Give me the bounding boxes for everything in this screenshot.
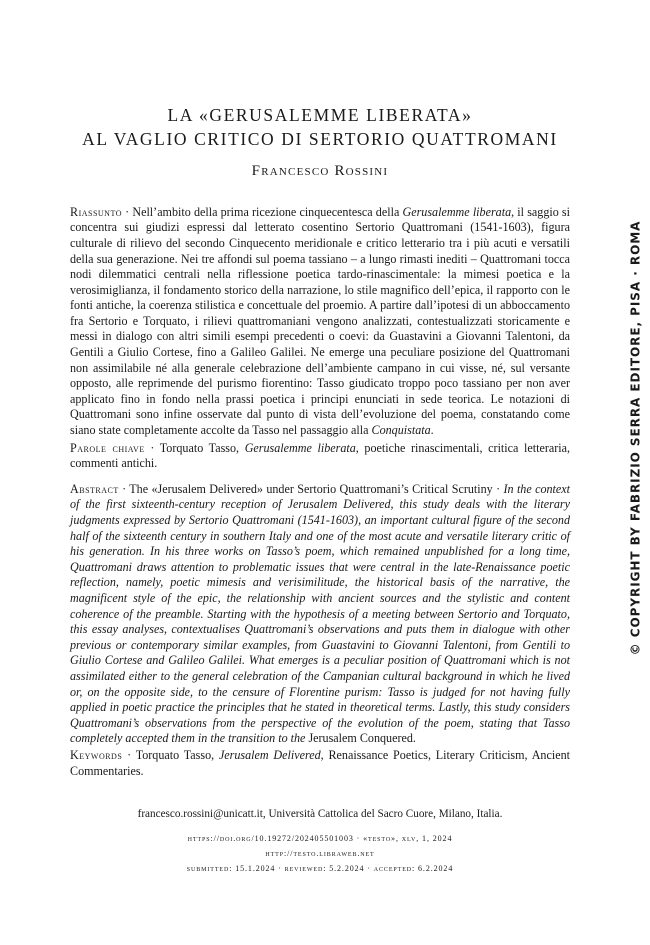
keywords-en-label: Keywords	[70, 747, 123, 762]
author-affiliation: francesco.rossini@unicatt.it, Università Cattolica del Sacro Cuore, Milano, Italia.	[137, 808, 503, 821]
abstract-en-label: Abstract	[70, 481, 119, 496]
submission-dates: submitted: 15.1.2024 · reviewed: 5.2.2024 · accepted: 6.2.2024	[186, 864, 454, 874]
abstract-en-title-separator: ·	[492, 481, 504, 496]
keywords-en-text-2: , Renaissance Poetics, Literary Criticism, Ancient Commentaries.	[70, 747, 570, 778]
keywords-en-italic-1: Jerusalem Delivered	[218, 747, 321, 762]
title-line-2: AL VAGLIO CRITICO DI SERTORIO QUATTROMANI	[82, 129, 558, 149]
abstract-en-separator: ·	[118, 481, 130, 496]
abstract-it-text-3: .	[430, 423, 434, 438]
copyright-notice: © COPYRIGHT BY FABRIZIO SERRA EDITORE, PISA · ROMA	[628, 220, 643, 655]
abstract-it-separator: ·	[121, 204, 133, 219]
copyright-sidebar	[620, 210, 650, 665]
abstract-en-title: The «Jerusalem Delivered» under Sertorio Quattromani’s Critical Scrutiny	[129, 481, 493, 496]
abstract-it-italic-1: Gerusalemme liberata	[402, 204, 512, 219]
abstract-italian	[70, 205, 570, 439]
keywords-en-separator: ·	[122, 747, 136, 762]
journal-website: http://testo.libraweb.net	[265, 849, 375, 859]
abstract-english	[70, 482, 570, 747]
keywords-it-separator: ·	[144, 440, 160, 455]
abstract-it-text-1: Nell’ambito della prima ricezione cinquecentesca della	[132, 204, 403, 219]
doi-line: https://doi.org/10.19272/202405501003 · «testo», xlv, 1, 2024	[187, 834, 453, 844]
keywords-it-italic-1: Gerusalemme liberata	[244, 440, 356, 455]
keywords-italian	[70, 441, 570, 472]
keywords-en-text-1: Torquato Tasso,	[135, 747, 219, 762]
abstract-it-label: Riassunto	[70, 204, 122, 219]
article-first-page	[70, 0, 570, 876]
abstract-it-italic-2: Conquistata	[371, 423, 431, 438]
keywords-it-text-2: , poetiche rinascimentali, critica letteraria, commenti antichi.	[70, 440, 570, 471]
abstract-it-text-2: , il saggio si concentra sui giudizi espressi dal letterato cosentino Sertorio Quattromani (1541-1603), figura culturale di rilievo del secondo Cinquecento meridionale e critico letterario tra i più acuti e versatili della sua generazione. Nei tre affondi sul poema tassiano – a lungo rimasti inediti – Quattromani tocca nodi dilemmatici centrali nella riflessione poetica tardo-rinascimentale: la mimesi poetica e la verosimiglianza, il fondamento storico della narrazione, lo stile magnifico dell’epica, il rapporto con le fonti antiche, la coerenza stilistica e concettuale del proemio. A partire dall’ipotesi di un abboccamento fra Sertorio e Torquato, i rilievi quattromaniani vengono analizzati, contestualizzati storicamente e messi in dialogo con altri simili esempi precedenti o coevi: da Guastavini a Giovanni Talentoni, da Gentili a Giulio Cortese, fino a Galileo Galilei. Ne emerge una peculiare posizione del Quattromani non assimilabile né alla generale celebrazione dell’ambiente campano in cui visse, né, sul versante opposto, alle reprimende del purismo fiorentino: Tasso giudicato troppo poco tassiano per non aver applicato fino in fondo nella prassi poetica i principi enunciati in sede teorica. Le notazioni di Quattromani sono infine osservate dal punto di vista dell’evoluzione del poema, constatando come siano state completamente accolte da Tasso nel passaggio alla	[70, 204, 570, 438]
keywords-it-text-1: Torquato Tasso,	[159, 440, 245, 455]
abstract-en-body: In the context of the first sixteenth-century reception of Jerusalem Delivered, this study deals with the literary judgments expressed by Sertorio Quattromani (1541-1603), an important cultural figure of the second half of the sixteenth century in southern Italy and one of the most acute and versatile literary critic of his generation. In his three works on Tasso’s poem, which remained unpublished for a long time, Quattromani draws attention to problematic issues that were central in the late-Renaissance poetic reflection, namely, poetic mimesis and verisimilitude, the historical basis of the narrative, the magnificent style of the epic, the relationship with ancient sources and the stylistic and content coherence of the preamble. Starting with the hypothesis of a meeting between Sertorio and Torquato, this essay analyses, contextualises Quattromani’s observations and puts them in dialogue with other previous or contemporary similar examples, from Guastavini to Giovanni Talentoni, from Gentili to Giulio Cortese and Galileo Galilei. What emerges is a peculiar position of Quattromani which is not assimilated either to the general celebration of the Campanian cultural background in which he lived or, on the opposite side, to the censure of Florentine purism: Tasso is judged for not having fully applied in poetic practice the principles that he stated in theoretical terms. Lastly, this study considers Quattromani’s observations from the perspective of the evolution of the poem, stating that Tasso completely accepted them in the transition to the	[70, 481, 570, 746]
abstract-en-body-tail: Jerusalem Conquered.	[308, 731, 416, 746]
article-title	[70, 103, 570, 151]
keywords-it-label: Parole chiave	[70, 440, 145, 455]
author-name: Francesco Rossini	[251, 162, 389, 179]
title-line-1: LA «GERUSALEMME LIBERATA»	[167, 105, 473, 125]
keywords-english	[70, 748, 570, 779]
